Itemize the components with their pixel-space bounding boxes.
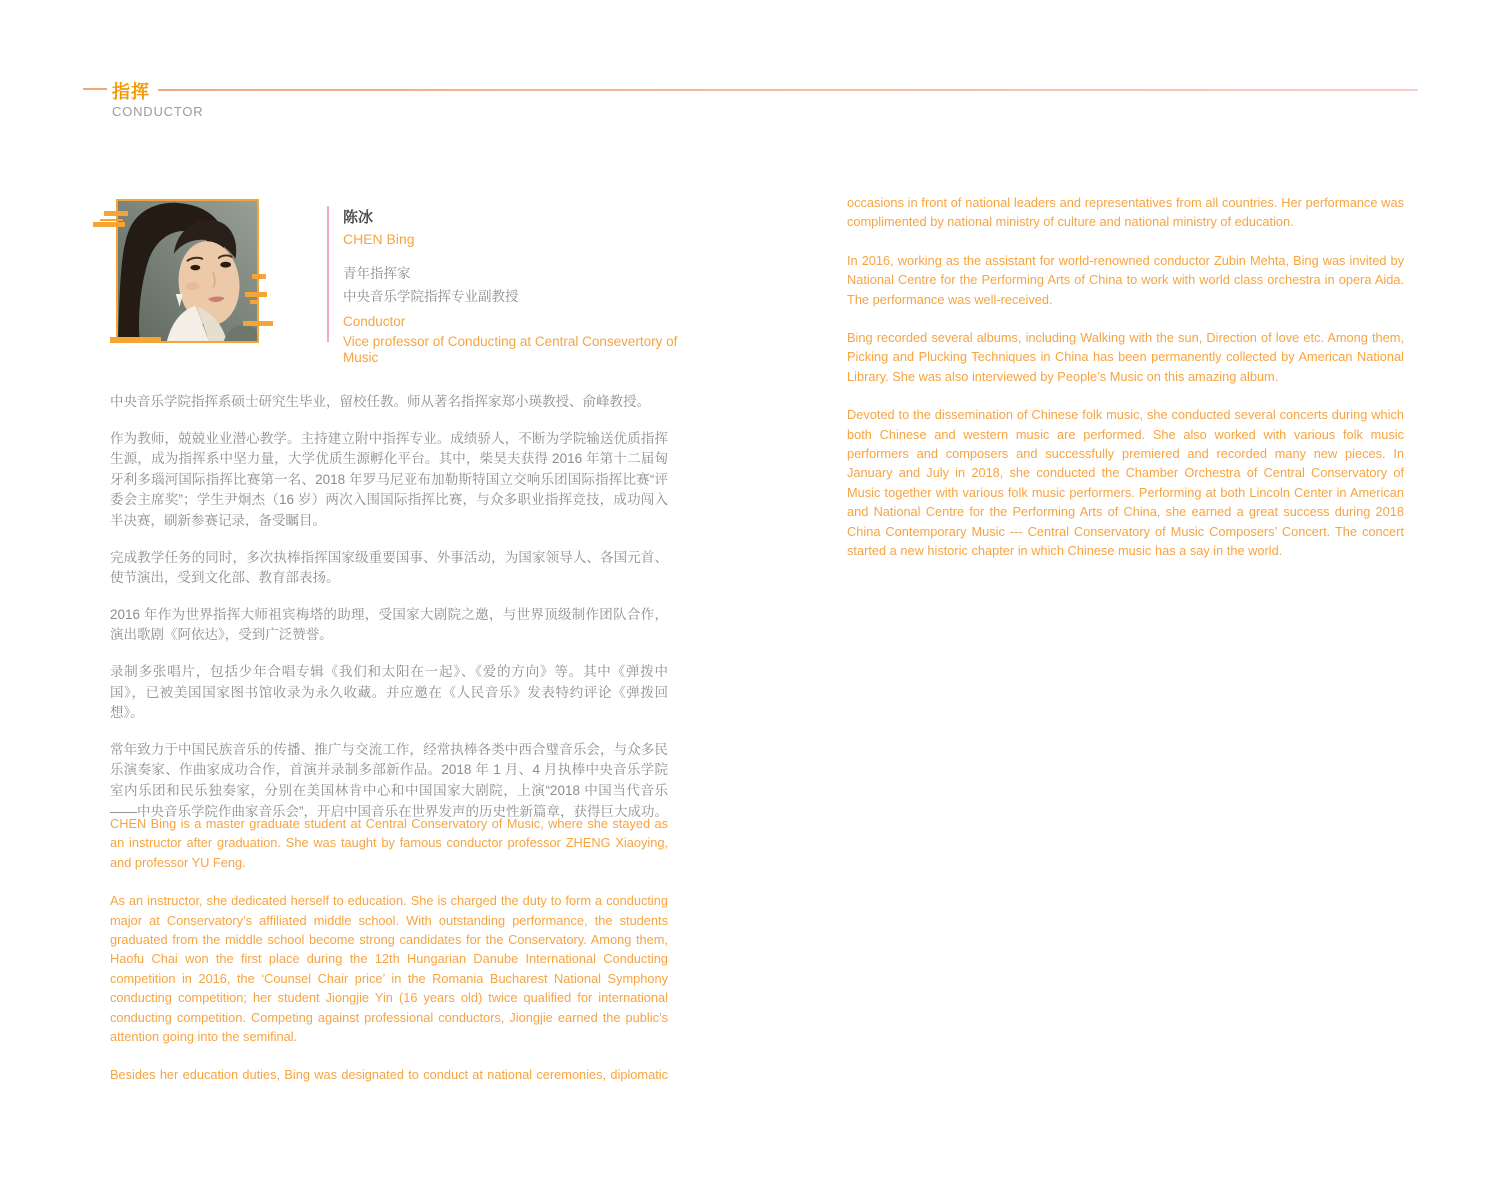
section-title-en: CONDUCTOR	[112, 104, 204, 119]
bio-english-right	[847, 193, 1404, 580]
name-chinese: 陈冰	[343, 209, 374, 226]
name-block-rule	[327, 206, 329, 342]
paragraph: occasions in front of national leaders and representatives from all countries. Her performance was complimented by national ministry of culture and national ministry of education.	[847, 195, 1404, 230]
paragraph: Besides her education duties, Bing was designated to conduct at national ceremonies, diplomatic	[110, 1067, 668, 1083]
deco-bar-1	[104, 211, 128, 216]
role-chinese-2: 中央音乐学院指挥专业副教授	[343, 289, 519, 304]
role-chinese-1: 青年指挥家	[343, 266, 411, 281]
deco-bar-4	[252, 274, 266, 279]
name-block	[343, 206, 683, 367]
paragraph: 录制多张唱片，包括少年合唱专辑《我们和太阳在一起》、《爱的方向》等。其中《弹拨中国》，已被美国国家图书馆收录为永久收藏。并应邀在《人民音乐》发表特约评论《弹拨回想》。	[110, 663, 668, 721]
header-dash	[83, 88, 107, 90]
bio-english-left	[110, 814, 668, 1104]
paragraph: As an instructor, she dedicated herself to education. She is charged the duty to form a conducting major at Conservatory’s affiliated middle school. With outstanding performance, the students graduated from the middle school become strong candidates for the Conservatory. Among them, Haofu Chai won the first place during the 12th Hungarian Danube International Conducting competition in 2016, the ‘Counsel Chair price’ in the Romania Bucharest National Symphony conducting competition; her student Jiongjie Yin (16 years old) twice qualified for international conducting competition. Competing against professional conductors, Jiongjie earned the public’s attention going into the semifinal.	[110, 893, 668, 1045]
portrait-photo	[116, 199, 259, 343]
paragraph: 作为教师，兢兢业业潜心教学。主持建立附中指挥专业。成绩骄人，不断为学院输送优质指挥生源，成为指挥系中坚力量，大学优质生源孵化平台。其中，柴昊夫获得 2016 年第十二届匈牙利多瑙河国际指挥比赛第一名、2018 年罗马尼亚布加勒斯特国立交响乐团国际指挥比赛“评委会主席奖”；学生尹炯杰（16 岁）两次入围国际指挥比赛，与众多职业指挥竞技，成功闯入半决赛，刷新参赛记录，备受瞩目。	[110, 430, 668, 528]
role-english-1: Conductor	[343, 314, 406, 329]
paragraph: 常年致力于中国民族音乐的传播、推广与交流工作，经常执棒各类中西合璧音乐会，与众多民乐演奏家、作曲家成功合作，首演并录制多部新作品。2018 年 1 月、4 月执棒中央音乐学院室内乐团和民乐独奏家，分别在美国林肯中心和中国国家大剧院，上演“2018 中国当代音乐——中央音乐学院作曲家音乐会”，开启中国音乐在世界发声的历史性新篇章，获得巨大成功。	[110, 741, 668, 819]
paragraph: 中央音乐学院指挥系硕士研究生毕业，留校任教。师从著名指挥家郑小瑛教授、俞峰教授。	[110, 394, 650, 409]
name-english: CHEN Bing	[343, 231, 415, 247]
deco-bar-3	[93, 222, 125, 227]
header-rule	[158, 89, 1418, 91]
portrait-illustration	[118, 201, 257, 341]
deco-bar-2	[100, 219, 123, 221]
paragraph: CHEN Bing is a master graduate student at Central Conservatory of Music, where she stayed as an instructor after graduation. She was taught by famous conductor professor ZHENG Xiaoying, and professor YU Feng.	[110, 816, 668, 870]
paragraph: In 2016, working as the assistant for world-renowned conductor Zubin Mehta, Bing was invited by National Centre for the Performing Arts of China to work with world class orchestra in opera Aida. The performance was well-received.	[847, 252, 1404, 307]
paragraph: Bing recorded several albums, including Walking with the sun, Direction of love etc. Among them, Picking and Plucking Techniques in China has been permanently collected by American National Library. She was also interviewed by People’s Music on this amazing album.	[847, 330, 1404, 384]
paragraph: 完成教学任务的同时，多次执棒指挥国家级重要国事、外事活动，为国家领导人、各国元首、使节演出，受到文化部、教育部表扬。	[110, 549, 668, 586]
deco-bar-6	[250, 300, 258, 304]
bio-chinese	[110, 392, 668, 838]
deco-bar-8	[110, 337, 161, 343]
paragraph: Devoted to the dissemination of Chinese folk music, she conducted several concerts during which both Chinese and western music are performed. She also worked with various folk music performers and composers and successfully premiered and recorded many new pieces. In January and July in 2018, she conducted the Chamber Orchestra of Central Conservatory of Music together with various folk music performers. Performing at both Lincoln Center in American and National Centre for the Performing Arts of China, she earned a great success during 2018 China Contemporary Music --- Central Conservatory of Music Composers’ Concert. The concert started a new historic chapter in which Chinese music has a say in the world.	[847, 407, 1404, 559]
deco-bar-5	[245, 292, 267, 297]
deco-bar-7	[243, 321, 273, 326]
role-english-2: Vice professor of Conducting at Central Consevertory of Music	[343, 333, 678, 365]
section-title-zh: 指挥	[112, 82, 150, 102]
paragraph: 2016 年作为世界指挥大师祖宾梅塔的助理，受国家大剧院之邀，与世界顶级制作团队合作，演出歌剧《阿依达》，受到广泛赞誉。	[110, 606, 668, 643]
